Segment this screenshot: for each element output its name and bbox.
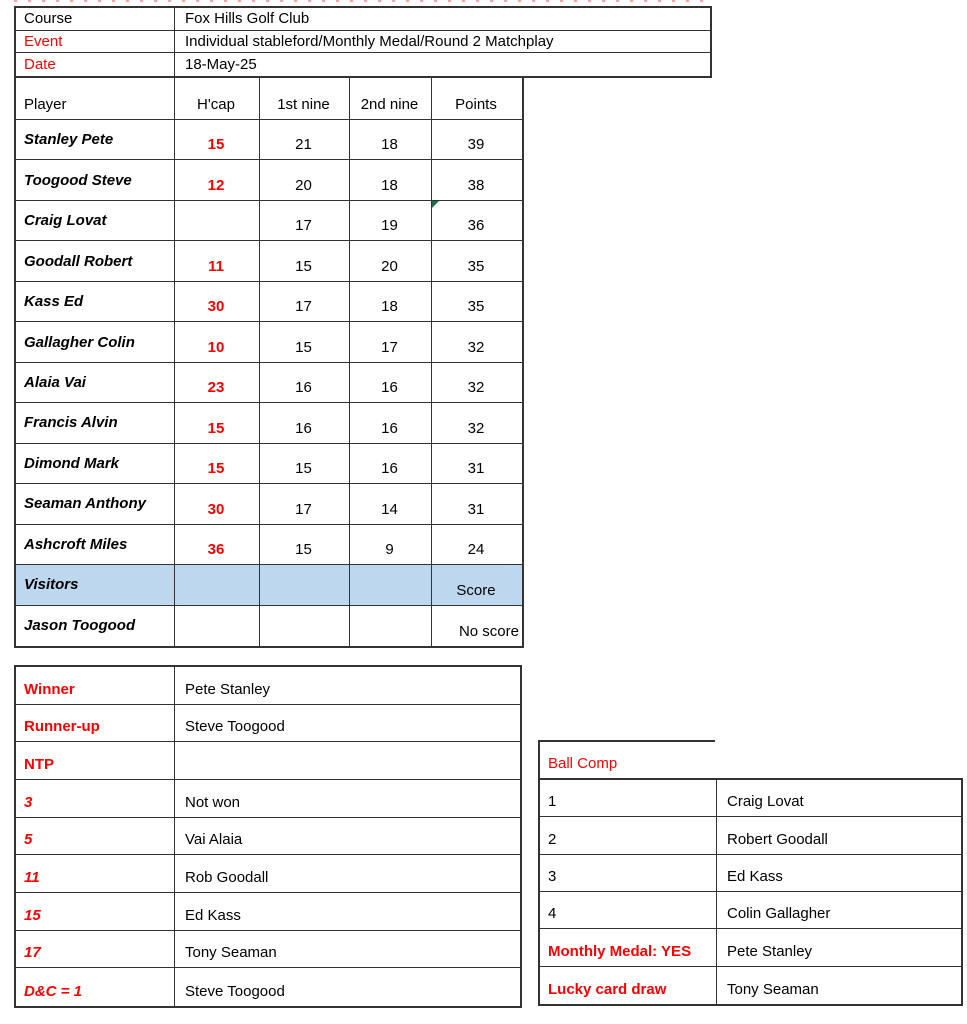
cell-points[interactable]: 36 <box>432 201 522 241</box>
result-label[interactable]: Winner <box>16 667 175 705</box>
cell-hcap[interactable] <box>175 201 260 241</box>
scores-table <box>14 76 524 648</box>
cell-hcap[interactable]: 23 <box>175 363 260 403</box>
column-header[interactable]: Points <box>432 78 522 120</box>
result-value[interactable]: Ed Kass <box>175 893 520 931</box>
cell-hcap[interactable]: 15 <box>175 403 260 443</box>
result-label[interactable]: Runner-up <box>16 705 175 743</box>
cell-first-nine[interactable]: 16 <box>260 363 350 403</box>
result-value[interactable]: Pete Stanley <box>175 667 520 705</box>
cell-player-name[interactable]: Jason Toogood <box>16 606 175 646</box>
cell-hcap[interactable]: 15 <box>175 444 260 484</box>
cell-first-nine[interactable]: 15 <box>260 322 350 362</box>
cell-player-name[interactable]: Alaia Vai <box>16 363 175 403</box>
cell-first-nine[interactable] <box>260 606 350 646</box>
cell-points[interactable]: 31 <box>432 484 522 524</box>
result-value[interactable]: Not won <box>175 780 520 818</box>
cell-points[interactable]: 35 <box>432 241 522 281</box>
cell-points[interactable]: 24 <box>432 525 522 565</box>
cell-second-nine[interactable]: 14 <box>350 484 432 524</box>
result-label[interactable]: 15 <box>16 893 175 931</box>
ballcomp-winner[interactable]: Colin Gallagher <box>717 892 961 929</box>
cell-second-nine[interactable]: 18 <box>350 160 432 200</box>
cell-points[interactable]: 32 <box>432 322 522 362</box>
result-value[interactable]: Vai Alaia <box>175 818 520 856</box>
info-label[interactable]: Date <box>16 53 175 76</box>
info-label[interactable]: Event <box>16 31 175 54</box>
cell-second-nine[interactable]: 16 <box>350 444 432 484</box>
column-header[interactable]: Player <box>16 78 175 120</box>
cell-player-name[interactable]: Visitors <box>16 565 175 605</box>
ballcomp-winner[interactable]: Robert Goodall <box>717 817 961 854</box>
cell-first-nine[interactable] <box>260 565 350 605</box>
cell-points[interactable]: 38 <box>432 160 522 200</box>
cell-first-nine[interactable]: 17 <box>260 201 350 241</box>
result-label[interactable]: D&C = 1 <box>16 968 175 1006</box>
cell-hcap[interactable]: 15 <box>175 120 260 160</box>
info-value[interactable]: Fox Hills Golf Club <box>175 8 710 31</box>
info-value[interactable]: Individual stableford/Monthly Medal/Round 2 Matchplay <box>175 31 710 54</box>
cell-points[interactable]: 32 <box>432 403 522 443</box>
cell-player-name[interactable]: Craig Lovat <box>16 201 175 241</box>
cell-hcap[interactable]: 30 <box>175 282 260 322</box>
cutoff-row-remnant <box>14 0 708 2</box>
cell-points[interactable]: 35 <box>432 282 522 322</box>
column-header[interactable]: H'cap <box>175 78 260 120</box>
cell-player-name[interactable]: Seaman Anthony <box>16 484 175 524</box>
cell-player-name[interactable]: Kass Ed <box>16 282 175 322</box>
result-value[interactable]: Rob Goodall <box>175 855 520 893</box>
cell-player-name[interactable]: Ashcroft Miles <box>16 525 175 565</box>
ballcomp-winner[interactable]: Ed Kass <box>717 855 961 892</box>
ballcomp-title: Ball Comp <box>548 755 618 772</box>
ballcomp-rank[interactable]: Monthly Medal: YES <box>540 929 717 966</box>
ballcomp-rank[interactable]: 3 <box>540 855 717 892</box>
cell-second-nine[interactable]: 20 <box>350 241 432 281</box>
cell-second-nine[interactable]: 16 <box>350 403 432 443</box>
column-header[interactable]: 2nd nine <box>350 78 432 120</box>
cell-points[interactable]: No score <box>458 623 519 640</box>
ballcomp-title-cell[interactable] <box>538 740 715 778</box>
cell-points[interactable]: 31 <box>432 444 522 484</box>
cell-second-nine[interactable]: 18 <box>350 282 432 322</box>
cell-hcap[interactable]: 36 <box>175 525 260 565</box>
cell-first-nine[interactable]: 16 <box>260 403 350 443</box>
column-header[interactable]: 1st nine <box>260 78 350 120</box>
cell-player-name[interactable]: Toogood Steve <box>16 160 175 200</box>
ballcomp-winner[interactable]: Pete Stanley <box>717 929 961 966</box>
cell-hcap[interactable] <box>175 606 260 646</box>
info-label[interactable]: Course <box>16 8 175 31</box>
error-flag-icon <box>432 201 439 208</box>
cell-second-nine[interactable]: 9 <box>350 525 432 565</box>
cell-player-name[interactable]: Francis Alvin <box>16 403 175 443</box>
cell-hcap[interactable]: 11 <box>175 241 260 281</box>
cell-second-nine[interactable] <box>350 606 432 646</box>
cell-points[interactable]: 39 <box>432 120 522 160</box>
result-label[interactable]: 3 <box>16 780 175 818</box>
cell-player-name[interactable]: Dimond Mark <box>16 444 175 484</box>
ballcomp-rank[interactable]: 2 <box>540 817 717 854</box>
result-value[interactable]: Tony Seaman <box>175 931 520 969</box>
cell-player-name[interactable]: Stanley Pete <box>16 120 175 160</box>
cell-second-nine[interactable]: 19 <box>350 201 432 241</box>
ballcomp-winner[interactable]: Craig Lovat <box>717 780 961 817</box>
result-value[interactable]: Steve Toogood <box>185 983 285 1000</box>
cell-player-name[interactable]: Gallagher Colin <box>16 322 175 362</box>
cell-second-nine[interactable]: 17 <box>350 322 432 362</box>
cell-hcap[interactable]: 30 <box>175 484 260 524</box>
result-label[interactable]: 5 <box>16 818 175 856</box>
results-table <box>14 665 522 1008</box>
cell-points[interactable]: Score <box>432 565 522 605</box>
cell-first-nine[interactable]: 15 <box>260 525 350 565</box>
cell-first-nine[interactable]: 20 <box>260 160 350 200</box>
ballcomp-rank[interactable]: 1 <box>540 780 717 817</box>
ballcomp-winner[interactable]: Tony Seaman <box>727 980 819 998</box>
cell-first-nine[interactable]: 15 <box>260 444 350 484</box>
cell-player-name[interactable]: Goodall Robert <box>16 241 175 281</box>
cell-second-nine[interactable] <box>350 565 432 605</box>
cell-hcap[interactable]: 10 <box>175 322 260 362</box>
info-value[interactable]: 18-May-25 <box>185 56 257 74</box>
cell-second-nine[interactable]: 18 <box>350 120 432 160</box>
result-value[interactable] <box>175 742 520 780</box>
cell-first-nine[interactable]: 17 <box>260 282 350 322</box>
result-label[interactable]: 17 <box>16 931 175 969</box>
cell-first-nine[interactable]: 21 <box>260 120 350 160</box>
cell-points[interactable]: 32 <box>432 363 522 403</box>
result-label[interactable]: 11 <box>16 855 175 893</box>
ballcomp-rank[interactable]: Lucky card draw <box>540 967 717 1004</box>
ballcomp-rank[interactable]: 4 <box>540 892 717 929</box>
course-info-table <box>14 6 712 78</box>
cell-hcap[interactable] <box>175 565 260 605</box>
cell-first-nine[interactable]: 15 <box>260 241 350 281</box>
ballcomp-table <box>538 778 963 1006</box>
cell-hcap[interactable]: 12 <box>175 160 260 200</box>
cell-second-nine[interactable]: 16 <box>350 363 432 403</box>
result-value[interactable]: Steve Toogood <box>175 705 520 743</box>
result-label[interactable]: NTP <box>16 742 175 780</box>
cell-first-nine[interactable]: 17 <box>260 484 350 524</box>
